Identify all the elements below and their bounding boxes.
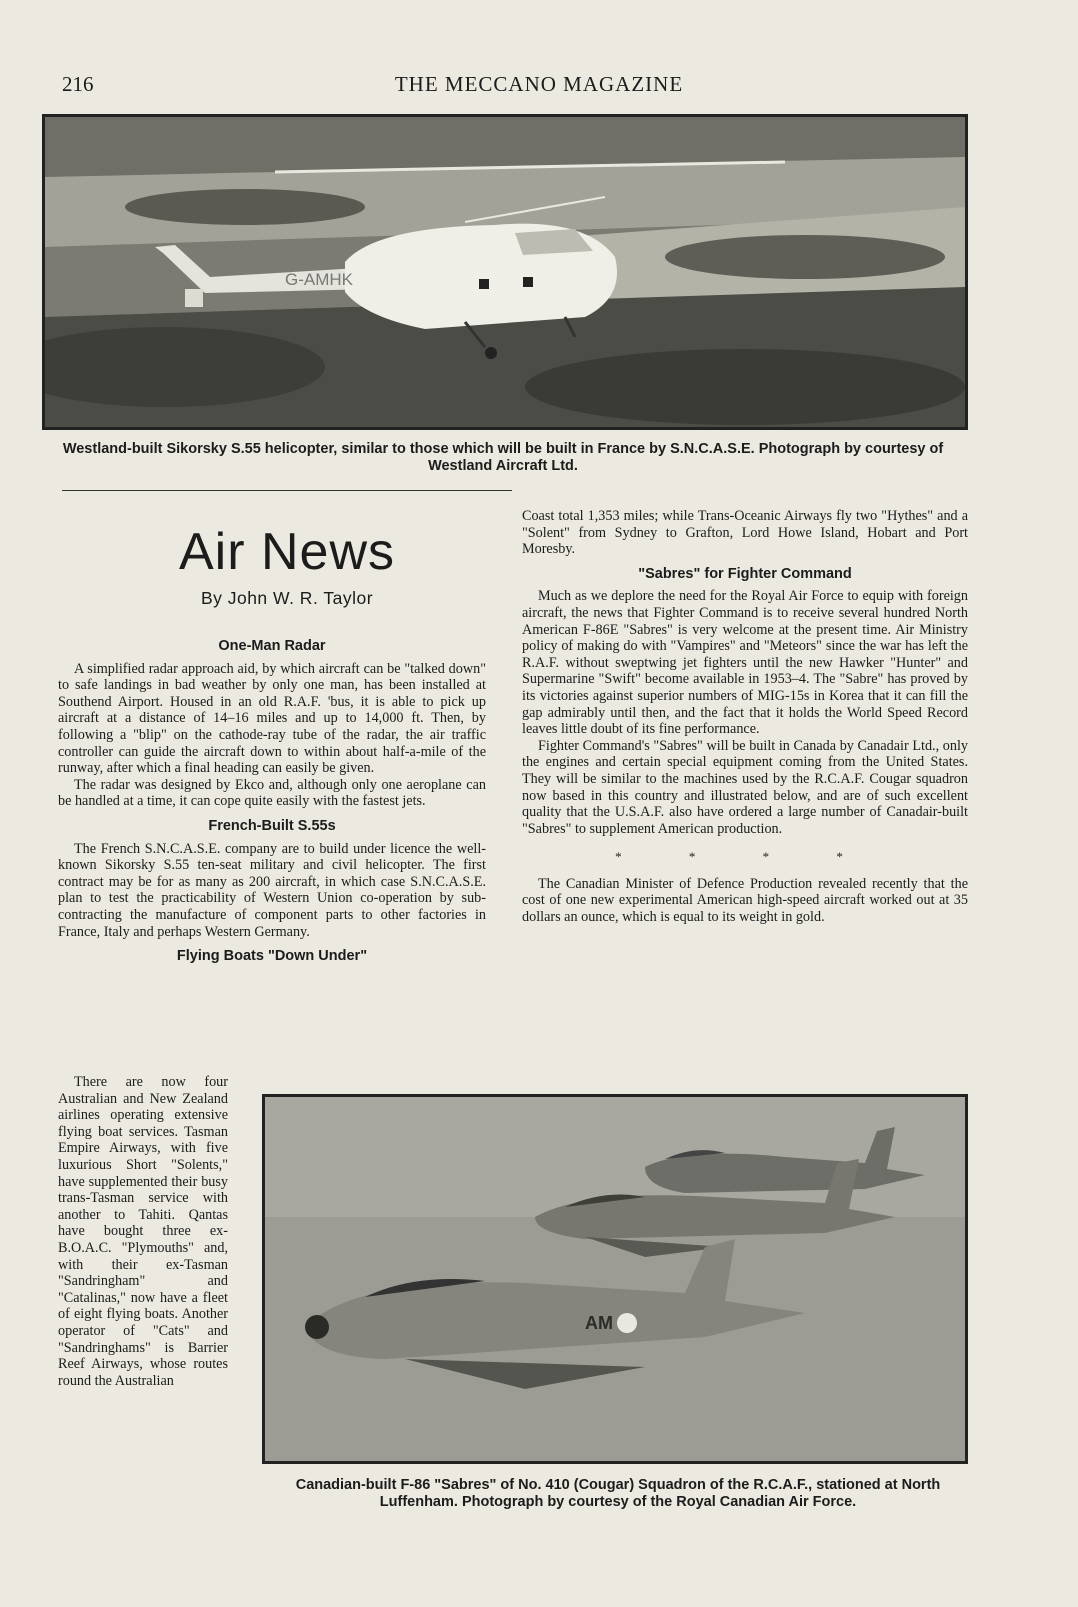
radar-paragraph-2: The radar was designed by Ekco and, although only one aeroplane can be handled at a time, it can cope quite easily with the fastest jets. bbox=[58, 776, 486, 810]
section-separator: * * * * bbox=[615, 849, 875, 865]
sabres-paragraph-2: Fighter Command's "Sabres" will be built in Canada by Canadair Ltd., only the engines and certain special equipment coming from the United States. They will be similar to the machines used by the R.C.A.F. Cougar squadron now based in this country and illustrated below, and are of such excellent quality that the U.S.A.F. also have ordered a large number of Canadair-built "Sabres" to supplement American production. bbox=[522, 737, 968, 837]
helicopter-photo bbox=[42, 114, 968, 430]
page-number: 216 bbox=[62, 72, 94, 96]
flying-boats-paragraph-continued: Coast total 1,353 miles; while Trans-Oceanic Airways fly two "Hythes" and a "Solent" from Sydney to Grafton, Lord Howe Island, Hobart and Port Moresby. bbox=[522, 508, 968, 558]
right-column bbox=[522, 508, 968, 926]
heading-flying-boats: Flying Boats "Down Under" bbox=[176, 948, 368, 965]
flying-boats-paragraph: There are now four Australian and New Zealand airlines operating extensive flying boat services. Tasman Empire Airways, with five luxurious Short "Solents," have supplemented their busy trans-Tasman service with another to Tahiti. Qantas have bought three ex-B.O.A.C. "Plymouths" and, with their ex-Tasman "Sandringham" and "Catalinas," now have a fleet of eight flying boats. Another operator of "Cats" and "Sandringhams" is Barrier Reef Airways, whose routes round the Australian bbox=[58, 1074, 228, 1389]
helicopter-registration: G-AMHK bbox=[285, 270, 353, 289]
french-paragraph: The French S.N.C.A.S.E. company are to build under licence the well-known Sikorsky S.55 ten-seat military and civil helicopter. The first contract may be for as many as 200 aircraft, in which case S.N.C.A.S.E. plan to test the practicability of Western Union co-operation by sub-contracting the manufacture of component parts to other factories in France, Italy and perhaps Western Germany. bbox=[58, 840, 486, 940]
sabres-paragraph-1: Much as we deplore the need for the Royal Air Force to equip with foreign aircraft, the news that Fighter Command is to receive several hundred North American F-86E "Sabres" is very welcome at the present time. Air Ministry policy of making do with "Vampires" and "Meteors" since the war has left the R.A.F. without sweptwing jet fighters until the new Hawker "Hunter" and Supermarine "Swift" become available in 1953–4. The "Sabre" has proved by its victories against superior numbers of MIG-15s in Korea that it can fill the gap admirably until then, and the fact that it holds the World Speed Record leaves little doubt of its fine performance. bbox=[522, 588, 968, 738]
article-title: Air News bbox=[178, 523, 396, 581]
heading-sabres: "Sabres" for Fighter Command bbox=[638, 565, 852, 582]
running-head: THE MECCANO MAGAZINE bbox=[394, 72, 684, 96]
narrow-column bbox=[58, 1074, 228, 1389]
helicopter-photo-caption: Westland-built Sikorsky S.55 helicopter, similar to those which will be built in France by S.N.C.A.S.E. Photograph by courtesy of Westland Aircraft Ltd. bbox=[62, 441, 944, 474]
section-rule bbox=[62, 490, 512, 491]
sabres-photo bbox=[262, 1094, 968, 1464]
closing-paragraph: The Canadian Minister of Defence Production revealed recently that the cost of one new experimental American high-speed aircraft worked out at 35 dollars an ounce, which is equal to its weight in gold. bbox=[522, 875, 968, 926]
sabre-marking: AM bbox=[585, 1313, 613, 1333]
heading-french-built: French-Built S.55s bbox=[208, 817, 336, 834]
heading-one-man-radar: One-Man Radar bbox=[218, 638, 326, 654]
radar-paragraph-1: A simplified radar approach aid, by which aircraft can be "talked down" to safe landings in bad weather by only one man, has been installed at Southend Airport. Housed in an old R.A.F. 'bus, it is able to pick up aircraft at a distance of 14–16 miles and up to 14,000 ft. Then, by following a "blip" on the cathode-ray tube of the radar, the air traffic controller can guide the aircraft down to within about half-a-mile of the runway, after which a final heading can easily be given. bbox=[58, 660, 486, 777]
sabres-photo-caption: Canadian-built F-86 "Sabres" of No. 410 (Cougar) Squadron of the R.C.A.F., stationed at North Luffenham. Photograph by courtesy of the Royal Canadian Air Force. bbox=[295, 1477, 941, 1510]
left-column bbox=[58, 630, 486, 971]
article-byline: By John W. R. Taylor bbox=[200, 588, 374, 608]
